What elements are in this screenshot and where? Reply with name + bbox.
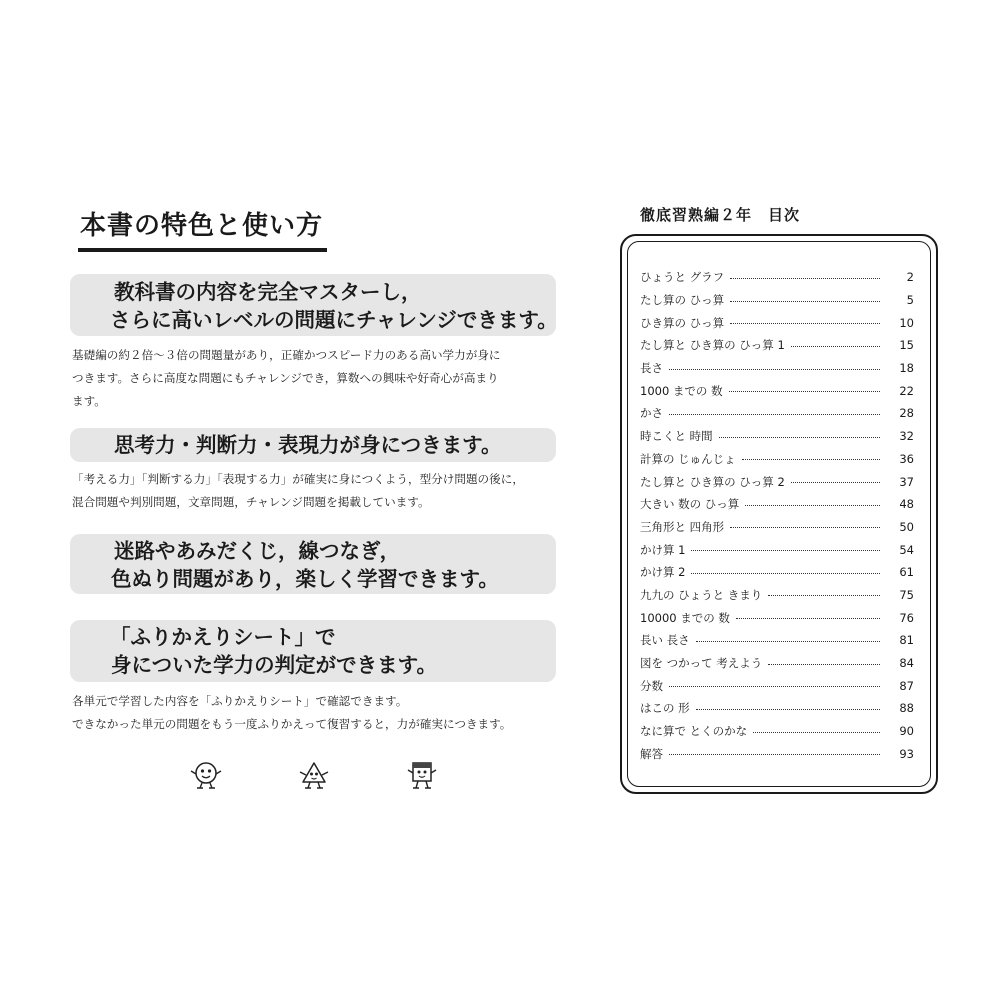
toc-entry xyxy=(640,289,914,312)
toc-entry-title: 長さ xyxy=(640,361,663,376)
description-line: 各単元で学習した内容を「ふりかえりシート」で確認できます。 xyxy=(72,694,408,708)
toc-list xyxy=(640,266,914,765)
toc-entry xyxy=(640,538,914,561)
toc-entry-title: たし算と ひき算の ひっ算 2 xyxy=(640,474,785,489)
toc-entry xyxy=(640,334,914,357)
toc-entry-page: 10 xyxy=(899,315,914,330)
toc-entry-title: はこの 形 xyxy=(640,701,690,716)
toc-leader-dots xyxy=(742,459,880,460)
toc-entry-title: かけ算 2 xyxy=(640,565,686,580)
toc-leader-dots xyxy=(696,641,880,642)
toc-leader-dots xyxy=(730,301,880,302)
toc-leader-dots xyxy=(691,573,880,574)
toc-entry-page: 5 xyxy=(906,293,914,308)
toc-leader-dots xyxy=(768,664,880,665)
toc-leader-dots xyxy=(669,754,880,755)
toc-leader-dots xyxy=(691,550,880,551)
toc-entry xyxy=(640,629,914,652)
feature-line: 教科書の内容を完全マスターし， xyxy=(114,280,422,304)
toc-entry xyxy=(640,379,914,402)
description-line: 「考える力」「判断する力」「表現する力」が確実に身につくよう，型分け問題の後に， xyxy=(72,472,524,486)
toc-leader-dots xyxy=(736,618,880,619)
toc-leader-dots xyxy=(791,482,880,483)
toc-entry-page: 18 xyxy=(899,361,914,376)
feature-box-4 xyxy=(70,620,556,682)
toc-entry xyxy=(640,516,914,539)
feature-description-1 xyxy=(72,344,562,413)
toc-leader-dots xyxy=(729,391,880,392)
toc-leader-dots xyxy=(730,278,880,279)
toc-entry-title: 図を つかって 考えよう xyxy=(640,656,763,671)
toc-entry-title: ひょうと グラフ xyxy=(640,270,725,285)
toc-entry-page: 75 xyxy=(899,587,914,602)
toc-leader-dots xyxy=(696,709,880,710)
toc-entry-title: かさ xyxy=(640,406,663,421)
toc-entry-page: 36 xyxy=(899,451,914,466)
toc-entry-title: たし算と ひき算の ひっ算 1 xyxy=(640,338,785,353)
description-line: つきます。さらに高度な問題にもチャレンジでき，算数への興味や好奇心が高まり xyxy=(72,371,499,385)
description-line: 混合問題や判別問題，文章問題，チャレンジ問題を掲載しています。 xyxy=(72,495,430,509)
toc-entry-title: 1000 までの 数 xyxy=(640,383,723,398)
toc-entry-title: かけ算 1 xyxy=(640,542,686,557)
toc-entry xyxy=(640,402,914,425)
toc-entry-page: 28 xyxy=(899,406,914,421)
title-underline xyxy=(78,248,327,252)
toc-leader-dots xyxy=(719,437,880,438)
toc-entry-page: 54 xyxy=(899,542,914,557)
feature-line: 迷路やあみだくじ，線つなぎ， xyxy=(114,539,401,563)
toc-entry xyxy=(640,266,914,289)
toc-entry-title: ひき算の ひっ算 xyxy=(640,315,725,330)
toc-entry-page: 37 xyxy=(899,474,914,489)
feature-line: 色ぬり問題があり，楽しく学習できます。 xyxy=(111,567,499,591)
toc-entry xyxy=(640,652,914,675)
toc-entry-title: なに算で とくのかな xyxy=(640,724,748,739)
toc-entry xyxy=(640,742,914,765)
toc-entry xyxy=(640,470,914,493)
toc-leader-dots xyxy=(730,323,880,324)
feature-box-2 xyxy=(70,428,556,462)
feature-line: 思考力・判断力・表現力が身につきます。 xyxy=(114,433,502,457)
toc-entry-page: 15 xyxy=(899,338,914,353)
feature-box-3 xyxy=(70,534,556,594)
page-title xyxy=(80,206,323,246)
toc-entry-page: 93 xyxy=(899,746,914,761)
page-title-text: 本書の特色と使い方 xyxy=(80,211,324,241)
toc-entry xyxy=(640,606,914,629)
circle-mascot-icon xyxy=(188,760,224,790)
toc-entry-page: 76 xyxy=(899,610,914,625)
toc-leader-dots xyxy=(768,595,880,596)
toc-entry-title: 解答 xyxy=(640,746,663,761)
toc-entry xyxy=(640,448,914,471)
feature-box-1 xyxy=(70,274,556,336)
toc-entry-page: 87 xyxy=(899,678,914,693)
feature-description-3 xyxy=(72,690,562,736)
description-line: 基礎編の約２倍～３倍の問題量があり，正確かつスピード力のある高い学力が身に xyxy=(72,348,501,362)
feature-line: 「ふりかえりシート」で xyxy=(110,625,336,649)
toc-entry xyxy=(640,561,914,584)
toc-entry-title: 時こくと 時間 xyxy=(640,429,713,444)
toc-entry-page: 50 xyxy=(899,519,914,534)
toc-entry xyxy=(640,584,914,607)
toc-entry-page: 32 xyxy=(899,429,914,444)
feature-description-2 xyxy=(72,468,562,514)
feature-line: 身についた学力の判定ができます。 xyxy=(111,653,437,677)
toc-leader-dots xyxy=(669,369,880,370)
description-line: ます。 xyxy=(72,394,106,408)
toc-leader-dots xyxy=(753,732,880,733)
toc-entry-page: 48 xyxy=(899,497,914,512)
triangle-mascot-icon xyxy=(296,760,332,790)
toc-entry-page: 81 xyxy=(899,633,914,648)
toc-entry-page: 90 xyxy=(899,724,914,739)
toc-entry-page: 84 xyxy=(899,656,914,671)
toc-entry xyxy=(640,357,914,380)
square-mascot-icon xyxy=(404,760,440,790)
toc-leader-dots xyxy=(669,414,880,415)
toc-entry-title: たし算の ひっ算 xyxy=(640,293,725,308)
toc-entry-page: 22 xyxy=(899,383,914,398)
toc-leader-dots xyxy=(730,527,880,528)
feature-line: さらに高いレベルの問題にチャレンジできます。 xyxy=(110,308,558,332)
toc-entry xyxy=(640,425,914,448)
toc-entry-title: 計算の じゅんじょ xyxy=(640,451,736,466)
toc-entry-title: 大きい 数の ひっ算 xyxy=(640,497,740,512)
toc-entry-page: 2 xyxy=(906,270,914,285)
toc-leader-dots xyxy=(745,505,880,506)
toc-entry xyxy=(640,720,914,743)
toc-leader-dots xyxy=(669,686,880,687)
toc-entry-page: 61 xyxy=(899,565,914,580)
toc-entry xyxy=(640,311,914,334)
toc-leader-dots xyxy=(791,346,880,347)
toc-entry-title: 九九の ひょうと きまり xyxy=(640,587,763,602)
toc-entry-title: 三角形と 四角形 xyxy=(640,519,725,534)
description-line: できなかった単元の問題をもう一度ふりかえって復習すると，力が確実につきます。 xyxy=(72,717,512,731)
toc-entry-title: 長い 長さ xyxy=(640,633,690,648)
toc-entry xyxy=(640,674,914,697)
toc-entry xyxy=(640,697,914,720)
toc-entry xyxy=(640,493,914,516)
toc-title: 徹底習熟編２年 目次 xyxy=(640,206,801,224)
toc-entry-title: 10000 までの 数 xyxy=(640,610,730,625)
toc-entry-page: 88 xyxy=(899,701,914,716)
toc-entry-title: 分数 xyxy=(640,678,663,693)
